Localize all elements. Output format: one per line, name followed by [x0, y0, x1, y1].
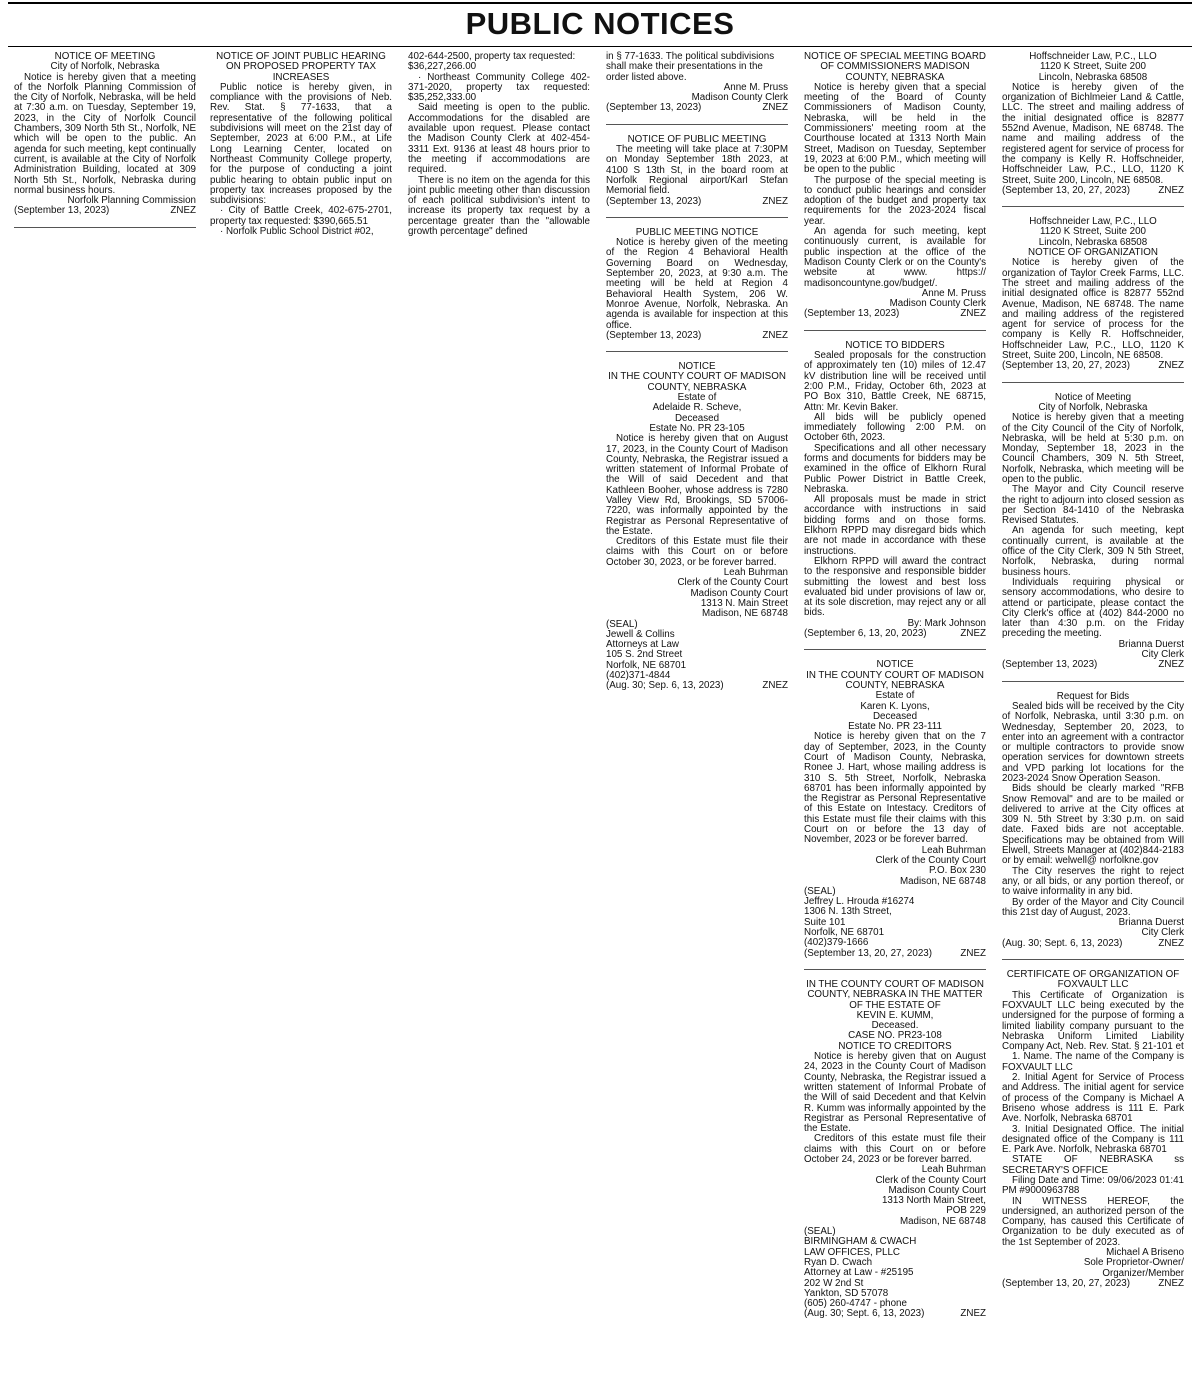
notice-paragraph: Filing Date and Time: 09/06/2023 01:41 PM #9000963788: [1002, 1174, 1184, 1197]
notice: [14, 52, 196, 228]
notice-paragraph: Elkhorn RPPD will award the contract to the responsive and responsible bidder submitting the lowest and best loss evaluated bid under provisions of law or, at its sole discretion, may reject any or all bids.: [804, 555, 986, 619]
notice-heading: NOTICE OF SPECIAL MEETING BOARD OF COMMISSIONERS MADISON COUNTY, NEBRASKA: [804, 51, 986, 83]
notice-heading: NOTICE TO BIDDERS: [845, 339, 945, 351]
notice-paragraph: The meeting will take place at 7:30PM on Monday September 18th 2023, at 4100 S 13th St, in the board room at Norfolk Regional airport/Karl Stefan Memorial field.: [606, 144, 788, 197]
publication-date-text: (September 6, 13, 20, 2023): [804, 628, 927, 640]
notice-heading: NOTICE: [678, 361, 716, 373]
signature-line: Madison, NE 68748: [899, 875, 986, 887]
notice-paragraph: Attorney at Law - #25195: [804, 1267, 914, 1279]
notice-paragraph: Individuals requiring physical or sensory accommodations, who desire to attend or participate, please contact the City Clerk's office at (402) 844-2000 no later than 4:30 p.m. on the Friday preceding the meeting.: [1002, 576, 1184, 640]
notice-paragraph: Norfolk, NE 68701: [606, 659, 687, 671]
signature-line: Michael A Briseno: [1106, 1247, 1184, 1259]
notice-paragraph: 1306 N. 13th Street,: [804, 906, 892, 918]
notice-paragraph: · Northeast Community College 402-371-2020, property tax requested: $35,252,333.00: [408, 71, 590, 104]
publication-code: ZNEZ: [1158, 360, 1184, 372]
signature-line: Clerk of the County Court: [677, 577, 788, 589]
header-rule: [8, 46, 1192, 47]
notice-paragraph: Notice is hereby given that a meeting of the City Council of the City of Norfolk, Nebraska, will be held at 5:30 p.m. on Monday, September 18, 2023 in the Council Chambers, 309 N. 5th Street, Norfolk, Nebraska, which meeting will be open to the public.: [1002, 412, 1184, 485]
page-title: PUBLIC NOTICES: [465, 6, 735, 41]
notice-paragraph: Public notice is hereby given, in compliance with the provisions of Neb. Rev. Stat. § 77-1633, that a representative of the following political subdivisions will meet on the 21st day of September, 2023 at 6:00 P.M., at Life Long Learning Center, located on Northeast Community College property, for the purpose of conducting a joint public hearing to obtain public input on property tax increases proposed by the subdivisions:: [210, 81, 392, 207]
notice-paragraph: Notice is hereby given of the organization of Taylor Creek Farms, LLC. The street and mailing address of the initial designated office is 82877 552nd Avenue, Madison, NE 68748. The name and mailing address of the registered agent for service of process for the company is Kelly R. Hoffschneider, Hoffschneider Law, P.C., LLO, 1120 K Street, Suite 200, Lincoln, NE 68508.: [1002, 257, 1184, 362]
notice-paragraph: BIRMINGHAM & CWACH: [804, 1236, 917, 1248]
notice-paragraph: STATE OF NEBRASKA ss SECRETARY'S OFFICE: [1002, 1154, 1184, 1176]
publication-code: ZNEZ: [1158, 937, 1184, 949]
notice-paragraph: Attorneys at Law: [606, 639, 679, 651]
notice-heading: Deceased: [872, 710, 918, 722]
notice-paragraph: 402-644-2500, property tax requested: $36,227,266.00: [408, 51, 576, 73]
notice-heading: IN THE COUNTY COURT OF MADISON COUNTY, NEBRASKA: [806, 669, 984, 691]
notice-heading: Adelaide R. Scheve,: [652, 402, 742, 414]
notice-paragraph: Notice is hereby given that on August 24, 2023 in the County Court of Madison County, Nebraska, the Registrar issued a written statement of Informal Probate of the Will of said Decedent and that Kelvin R. Kumm was informally appointed by the Registrar as Personal Representative of the Estate.: [804, 1051, 986, 1135]
signature-line: Madison County Court: [690, 587, 788, 599]
notice-paragraph: 202 W 2nd St: [804, 1277, 864, 1289]
notice-paragraph: 2. Initial Agent for Service of Process and Address. The initial agent for service of process of the Company is Michael A Briseno whose address is 111 E. Park Ave. Norfolk, Nebraska 68701: [1002, 1072, 1184, 1125]
notice-heading: Hoffschneider Law, P.C., LLO: [1029, 216, 1157, 228]
notice-paragraph: (SEAL): [804, 1226, 836, 1238]
notice-heading: FOXVAULT LLC: [1057, 979, 1129, 991]
notice-paragraph: An agenda for such meeting, kept continuously current, is available for public inspection at the office of the Madison County Clerk or on the County's website at www. https:// madisoncountyne.gov/budget/.: [804, 226, 986, 289]
publication-code: ZNEZ: [1158, 659, 1184, 671]
publication-date-text: (Aug. 30; Sept. 6, 13, 2023): [1002, 937, 1123, 949]
notice-paragraph: (SEAL): [804, 885, 836, 897]
notice: [1002, 217, 1184, 382]
publication-dates: [14, 206, 196, 216]
notice-paragraph: 1. Name. The name of the Company is FOXVAULT LLC: [1002, 1051, 1184, 1073]
notice-paragraph: This Certificate of Organization is FOXVAULT LLC being executed by the undersigned for the purpose of forming a limited liability company pursuant to the Nebraska Uniform Limited Liability Company Act, Neb. Rev. Stat. § 21-101 et: [1002, 989, 1184, 1053]
notice-paragraph: 105 S. 2nd Street: [606, 649, 683, 661]
notice-paragraph: All proposals must be made in strict accordance with instructions in said bidding forms and on those forms. Elkhorn RPPD may disregard bids which are not made in accordance with these instructions.: [804, 494, 986, 557]
notice-heading: Estate No. PR 23-105: [649, 422, 745, 434]
publication-date-text: (September 13, 2023): [14, 205, 110, 217]
notice: [1002, 393, 1184, 682]
publication-date-text: (September 13, 2023): [1002, 659, 1098, 671]
notice-heading: NOTICE OF ORGANIZATION: [1028, 247, 1158, 259]
notice-heading: PUBLIC MEETING NOTICE: [635, 226, 759, 238]
notice-paragraph: Creditors of this Estate must file their claims with this Court on or before October 30, 2023, or be forever barred.: [606, 536, 788, 568]
notice-paragraph: (SEAL): [606, 618, 638, 630]
notice-heading: NOTICE: [876, 659, 914, 671]
notice: [804, 660, 986, 970]
notice-paragraph: There is no item on the agenda for this joint public meeting other than discussion of each political subdivision's intent to increase its property tax request by a percentage greater than the "allowable growth percentage" defined: [408, 174, 590, 238]
notice: [1002, 52, 1184, 207]
notice-paragraph: · City of Battle Creek, 402-675-2701, property tax requested: $390,665.51: [210, 205, 392, 227]
publication-code: ZNEZ: [1158, 184, 1184, 196]
notice-heading: Notice of Meeting: [1054, 391, 1132, 403]
notice-paragraph: (605) 260-4747 - phone: [804, 1298, 907, 1310]
signature-line: Clerk of the County Court: [875, 1174, 986, 1186]
notice: [606, 362, 788, 702]
notice-heading: Karen K. Lyons,: [860, 700, 930, 712]
notice-heading: Deceased.: [871, 1020, 919, 1032]
notice-paragraph: Suite 101: [804, 916, 846, 928]
notice-heading: 1120 K Street, Suite 200: [1039, 61, 1147, 73]
notice-paragraph: Norfolk, NE 68701: [804, 927, 885, 939]
publication-code: ZNEZ: [1158, 1277, 1184, 1289]
notice: [804, 980, 986, 1330]
notice-paragraph: Said meeting is open to the public. Accommodations for the disabled are available upon request. Please contact the Madison County Clerk at 402-454-3311 Ext. 9136 at least 48 hours prior to the meeting if accommodations are required.: [408, 102, 590, 176]
notice: [408, 52, 590, 247]
notice-paragraph: Notice is hereby given that a special meeting of the Board of County Commissioners of Madison County, Nebraska, will be held in the Commissioners' meeting room at the Courthouse located at 1313 North Main Street, Madison on Tuesday, September 19, 2023 at 6:00 P.M., which meeting will be open to the public: [804, 81, 986, 176]
notice: [606, 52, 788, 125]
notice-paragraph: Specifications and all other necessary forms and documents for bidders may be examined in the office of Elkhorn Rural Public Power District in Battle Creek, Nebraska.: [804, 442, 986, 495]
signature-line: Leah Buhrman: [921, 1164, 986, 1176]
notice-paragraph: Bids should be clearly marked "RFB Snow Removal" and are to be mailed or delivered to arrive at the City offices at 309 N. 5th Street by 3:30 p.m. on said date. Faxed bids are not acceptable. Specifications may be obtained from Will Elwell, Streets Manager at (402)844-2183 or by email: welwell@ norfolkne.gov: [1002, 783, 1184, 867]
notice-paragraph: Jewell & Collins: [606, 628, 675, 640]
notice-paragraph: · Norfolk Public School District #02,: [220, 226, 374, 238]
notice-heading: Hoffschneider Law, P.C., LLO: [1029, 51, 1157, 62]
notice-heading: KEVIN E. KUMM,: [856, 1009, 934, 1021]
notice-heading: CASE NO. PR23-108: [848, 1030, 942, 1042]
notice-heading: Estate of: [677, 392, 717, 404]
notice: [606, 135, 788, 218]
notice-paragraph: Sealed proposals for the construction of approximately ten (10) miles of 12.47 kV distribution line will be received until 2:00 P.M., Friday, October 6th, 2023 at PO Box 310, Battle Creek, NE 68715, Attn: Mr. Kevin Baker.: [804, 350, 986, 413]
publication-date-text: (Aug. 30; Sep. 6, 13, 2023): [606, 680, 724, 692]
notice-paragraph: Sealed bids will be received by the City of Norfolk, Nebraska, until 3:30 p.m. on Wednesday, September 20, 2023, to enter into an agreement with a contractor or multiple contractors to provide snow operation services for downtown streets and VPD parking lot locations for the 2023-2024 Snow Operation Season.: [1002, 700, 1184, 784]
notice-paragraph: Notice is hereby given that on the 7 day of September, 2023, in the County Court of Madison County, Nebraska, Ronee J. Hart, whose mailing address is 310 S. 5th Street, Norfolk, Nebraska 68701 has been informally appointed by the Registrar as Personal Representative of this Estate on Intestacy. Creditors of this Estate must file their claims with this Court on or before the 13 day of November, 2023 or be forever barred.: [804, 731, 986, 846]
publication-dates: [1002, 1279, 1184, 1289]
publication-date-text: (September 13, 20, 27, 2023): [1002, 184, 1130, 196]
notice-paragraph: Notice is hereby given that a meeting of the Norfolk Planning Commission of the City of Norfolk, Nebraska, will be held at 7:30 a.m. on Tuesday, September 19, 2023, in the City of Norfolk Council Chambers, 309 North 5th St., Norfolk, NE which will be open to the public. An agenda for such meeting, kept continually current, is available at the City of Norfolk Administration Building, located at 309 North 5th St., Norfolk, Nebraska during normal business hours.: [14, 71, 196, 196]
signature-line: Brianna Duerst: [1118, 638, 1184, 650]
publication-code: ZNEZ: [960, 947, 986, 959]
signature-line: Madison County Clerk: [889, 298, 986, 310]
publication-date-text: (September 13, 20, 27, 2023): [1002, 360, 1130, 372]
signature-line: Leah Buhrman: [921, 844, 986, 856]
notice: [804, 52, 986, 331]
publication-code: ZNEZ: [960, 308, 986, 320]
notice-paragraph: Creditors of this estate must file their claims with this Court on or before October 24, 2023 or be forever barred.: [804, 1133, 986, 1165]
publication-dates: [804, 949, 986, 959]
notice-heading: Request for Bids: [1056, 690, 1130, 702]
notice-paragraph: 3. Initial Designated Office. The initial designated office of the Company is 111 E. Park Ave. Norfolk, Nebraska 68701: [1002, 1123, 1184, 1156]
signature-line: Leah Buhrman: [723, 567, 788, 579]
notice-heading: Estate No. PR 23-111: [848, 721, 942, 733]
notice-paragraph: The purpose of the special meeting is to conduct public hearings and consider adoption of the budget and property tax requirements for the 2023-2024 fiscal year.: [804, 174, 986, 227]
notice-heading: Lincoln, Nebraska 68508: [1038, 71, 1148, 83]
notice-paragraph: All bids will be publicly opened immediately following 2:00 P.M. on October 6th, 2023.: [804, 411, 986, 444]
signature-line: P.O. Box 230: [928, 865, 986, 877]
publication-code: ZNEZ: [170, 205, 196, 217]
notice-paragraph: The City reserves the right to reject any, or all bids, or any portion thereof, or to waive informality in any bid.: [1002, 865, 1184, 898]
column-4: [606, 52, 788, 712]
notice: [804, 341, 986, 651]
publication-date-text: (September 13, 2023): [804, 308, 900, 320]
publication-code: ZNEZ: [960, 628, 986, 640]
notice-heading: NOTICE OF MEETING: [54, 51, 156, 62]
notice: [606, 228, 788, 352]
publication-code: ZNEZ: [762, 329, 788, 341]
publication-dates: [1002, 939, 1184, 949]
publication-date-text: (September 13, 20, 27, 2023): [1002, 1277, 1130, 1289]
notice-paragraph: The Mayor and City Council reserve the right to adjourn into closed session as per Section 84-1410 of the Nebraska Revised Statutes.: [1002, 484, 1184, 527]
notice-paragraph: Ryan D. Cwach: [804, 1256, 873, 1268]
publication-code: ZNEZ: [762, 195, 788, 207]
top-rule: [8, 2, 1192, 4]
publication-code: ZNEZ: [960, 1308, 986, 1320]
publication-date-text: (September 13, 2023): [606, 195, 702, 207]
signature-line: Anne M. Pruss: [723, 81, 788, 93]
notice-paragraph: IN WITNESS HEREOF, the undersigned, an authorized person of the Company, has caused this Certificate of Organization to be duly executed as of the 1st September of 2023.: [1002, 1195, 1184, 1248]
signature-line: Madison County Court: [888, 1184, 986, 1196]
notice-paragraph: Notice is hereby given that on August 17, 2023, in the County Court of Madison County, Nebraska, the Registrar issued a written statement of Informal Probate of the Will of said Decedent and that Kathleen Booher, whose address is 7280 Valley View Rd, Brookings, SD 57006-7220, was informally appointed by the Registrar as Personal Representative of the Estate.: [606, 433, 788, 537]
notice-paragraph: Notice is hereby given of the meeting of the Region 4 Behavioral Health Governing Board on Wednesday, September 20, 2023, at 9:30 a.m. The meeting will be held at Region 4 Behavioral Health System, 206 W. Monroe Avenue, Norfolk, Nebraska. An agenda is available for inspection at this office.: [606, 237, 788, 331]
notice-heading: NOTICE TO CREDITORS: [838, 1040, 952, 1052]
notice: [1002, 970, 1184, 1299]
signature-line: Norfolk Planning Commission: [67, 195, 196, 207]
publication-dates: [606, 197, 788, 207]
signature-line: 1313 N. Main Street: [700, 597, 788, 609]
notice-heading: CERTIFICATE OF ORGANIZATION OF: [1006, 969, 1180, 981]
column-1: [14, 52, 196, 238]
notice-paragraph: in § 77-1633. The political subdivisions shall make their presentations in the order listed above.: [606, 51, 775, 83]
notice-paragraph: (402)371-4844: [606, 670, 671, 682]
signature-line: City Clerk: [1141, 649, 1184, 661]
signature-line: POB 229: [946, 1205, 986, 1217]
notice-heading: IN THE COUNTY COURT OF MADISON COUNTY, NEBRASKA: [608, 371, 786, 393]
notice-heading: Estate of: [875, 690, 915, 702]
signature-line: Organizer/Member: [1102, 1267, 1184, 1279]
publication-dates: [606, 681, 788, 691]
notice-heading: NOTICE OF JOINT PUBLIC HEARING ON PROPOSED PROPERTY TAX INCREASES: [216, 51, 386, 83]
column-3: [408, 52, 590, 257]
publication-date-text: (September 13, 20, 27, 2023): [804, 947, 932, 959]
notice-paragraph: An agenda for such meeting, kept continually current, is available at the office of the City Clerk, 309 N 5th Street, Norfolk, Nebraska, during normal business hours.: [1002, 525, 1184, 578]
notice-heading: 1120 K Street, Suite 200: [1039, 226, 1147, 238]
column-5: [804, 52, 986, 1340]
notice-heading: NOTICE OF PUBLIC MEETING: [627, 133, 767, 145]
signature-line: City Clerk: [1141, 927, 1184, 939]
column-6: [1002, 52, 1184, 1309]
column-2: [210, 52, 392, 257]
notice-heading: City of Norfolk, Nebraska: [50, 61, 160, 73]
signature-line: Madison County Clerk: [691, 92, 788, 104]
signature-line: By: Mark Johnson: [907, 617, 986, 629]
publication-code: ZNEZ: [762, 680, 788, 692]
publication-dates: [606, 103, 788, 113]
notice-paragraph: LAW OFFICES, PLLC: [804, 1246, 900, 1258]
signature-line: Anne M. Pruss: [921, 287, 986, 299]
notice: [1002, 692, 1184, 960]
notice-heading: IN THE COUNTY COURT OF MADISON COUNTY, NEBRASKA IN THE MATTER OF THE ESTATE OF: [806, 978, 984, 1011]
notice-heading: Deceased: [674, 412, 720, 424]
notice-heading: City of Norfolk, Nebraska: [1038, 401, 1148, 413]
publication-dates: [804, 629, 986, 639]
signature-line: Sole Proprietor-Owner/: [1083, 1257, 1184, 1269]
publication-dates: [1002, 186, 1184, 196]
publication-date-text: (September 13, 2023): [606, 102, 702, 114]
publication-dates: [804, 1309, 986, 1319]
signature-line: Madison, NE 68748: [701, 608, 788, 620]
publication-dates: [606, 331, 788, 341]
notice-paragraph: Notice is hereby given of the organization of Bichlmeier Land & Cattle, LLC. The street and mailing address of the initial designated office is 82877 552nd Avenue, Madison, NE 68748. The name and mailing address of the registered agent for service of process for the company is Kelly R. Hoffschneider, Hoffschneider Law, P.C., LLO, 1120 K Street, Suite 200, Lincoln, NE 68508.: [1002, 81, 1184, 186]
publication-dates: [804, 309, 986, 319]
notice: [210, 52, 392, 247]
publication-date-text: (Aug. 30; Sept. 6, 13, 2023): [804, 1308, 925, 1320]
notice-paragraph: Yankton, SD 57078: [804, 1287, 889, 1299]
signature-line: Brianna Duerst: [1118, 917, 1184, 929]
publication-dates: [1002, 361, 1184, 371]
publication-code: ZNEZ: [762, 102, 788, 114]
signature-line: Madison, NE 68748: [899, 1215, 986, 1227]
publication-date-text: (September 13, 2023): [606, 329, 702, 341]
notice-heading: Lincoln, Nebraska 68508: [1038, 236, 1148, 248]
signature-line: 1313 North Main Street,: [881, 1195, 986, 1207]
notice-paragraph: (402)379-1666: [804, 937, 869, 949]
publication-dates: [1002, 660, 1184, 670]
signature-line: Clerk of the County Court: [875, 854, 986, 866]
notice-paragraph: By order of the Mayor and City Council this 21st day of August, 2023.: [1002, 896, 1184, 918]
notice-paragraph: Jeffrey L. Hrouda #16274: [804, 896, 915, 908]
